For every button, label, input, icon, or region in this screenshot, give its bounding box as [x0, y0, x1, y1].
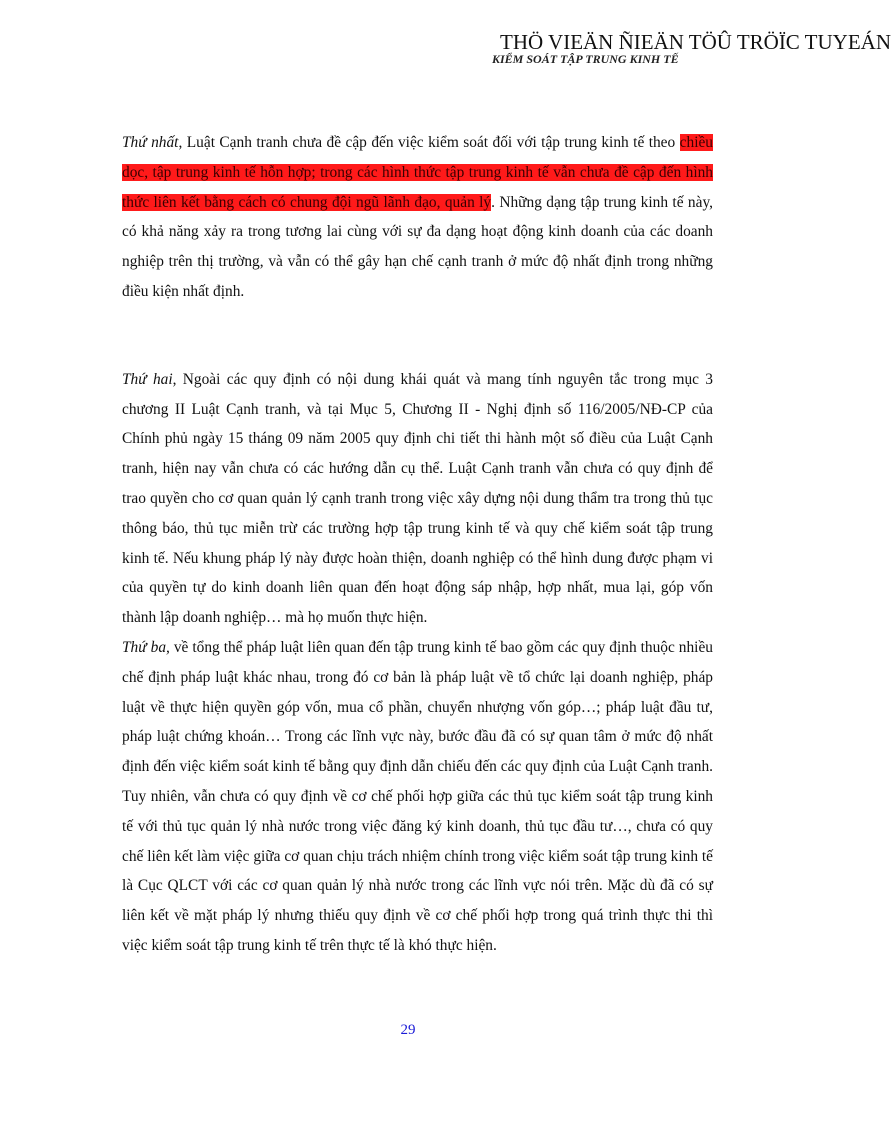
page-number: 29 [400, 1022, 416, 1038]
running-header-title: KIỂM SOÁT TẬP TRUNG KINH TẾ [492, 52, 679, 66]
paragraph-first [122, 128, 713, 307]
paragraph-third [122, 633, 713, 961]
paragraph-lead: Thứ hai [122, 370, 173, 388]
paragraph-lead: Thứ ba, [122, 638, 170, 656]
paragraph-spacer [122, 307, 713, 365]
highlighted-text: chiều dọc, tập trung kinh tế hỗn hợp; trong các hình thức tập trung kinh tế vẫn chưa đề cập đến hình thức liên kết bằng cách có chung đội ngũ lãnh đạo, quản lý [122, 134, 714, 211]
paragraph-second [122, 365, 713, 633]
document-body [122, 128, 713, 961]
paragraph-text: , Luật Cạnh tranh chưa đề cập đến việc kiểm soát đối với tập trung kinh tế theo [178, 134, 680, 151]
library-watermark: THÖ VIEÄN ÑIEÄN TÖÛ TRÖÏC TUYEÁN [500, 30, 891, 54]
paragraph-text: về tổng thể pháp luật liên quan đến tập trung kinh tế bao gồm các quy định thuộc nhiều chế định pháp luật khác nhau, trong đó cơ bản là pháp luật về tổ chức lại doanh nghiệp, pháp luật về thực hiện quyền góp vốn, mua cổ phần, chuyển nhượng vốn góp…; pháp luật đầu tư, pháp luật chứng khoán… Trong các lĩnh vực này, bước đầu đã có sự quan tâm ở mức độ nhất định đến việc kiểm soát kinh tế bằng quy định dẫn chiếu đến các quy định của Luật Cạnh tranh. Tuy nhiên, vẫn chưa có quy định về cơ chế phối hợp giữa các thủ tục kiểm soát tập trung kinh tế với thủ tục quản lý nhà nước trong việc đăng ký kinh doanh, thủ tục đầu tư…, chưa có quy chế liên kết làm việc giữa cơ quan chịu trách nhiệm chính trong việc kiểm soát tập trung kinh tế là Cục QLCT với các cơ quan quản lý nhà nước trong các lĩnh vực nói trên. Mặc dù đã có sự liên kết về mặt pháp lý nhưng thiếu quy định về cơ chế phối hợp trong quá trình thực thi thì việc kiểm soát tập trung kinh tế trên thực tế là khó thực hiện. [122, 638, 713, 954]
paragraph-text: , Ngoài các quy định có nội dung khái quát và mang tính nguyên tắc trong mục 3 chương II Luật Cạnh tranh, và tại Mục 5, Chương II - Nghị định số 116/2005/NĐ-CP của Chính phủ ngày 15 tháng 09 năm 2005 quy định chi tiết thi hành một số điều của Luật Cạnh tranh, hiện nay vẫn chưa có các hướng dẫn cụ thể. Luật Cạnh tranh vẫn chưa có quy định để trao quyền cho cơ quan quản lý cạnh tranh trong việc xây dựng nội dung thẩm tra trong thủ tục thông báo, thủ tục miễn trừ các trường hợp tập trung kinh tế và quy chế kiểm soát tập trung kinh tế. Nếu khung pháp lý này được hoàn thiện, doanh nghiệp có thể hình dung được phạm vi của quyền tự do kinh doanh liên quan đến hoạt động sáp nhập, hợp nhất, mua lại, góp vốn thành lập doanh nghiệp… mà họ muốn thực hiện. [122, 370, 713, 627]
paragraph-text: . Những dạng tập trung kinh tế này, có khả năng xảy ra trong tương lai cùng với sự đa dạng hoạt động kinh doanh của các doanh nghiệp trên thị trường, và vẫn có thể gây hạn chế cạnh tranh ở mức độ nhất định trong những điều kiện nhất định. [122, 193, 713, 300]
paragraph-lead: Thứ nhất [122, 134, 179, 151]
